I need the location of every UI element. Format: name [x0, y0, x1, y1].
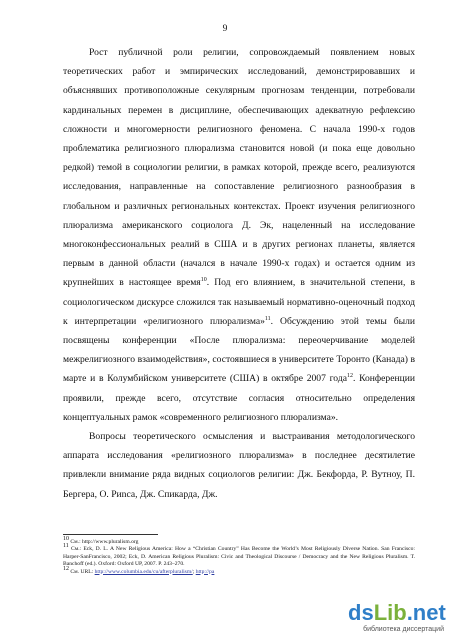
logo-part-lib: Lib [373, 600, 407, 625]
paragraph-1-text-a: Рост публичной роли религии, сопровождаемый появлением новых теоретических работ и эмпирических исследований, демонстрировавших и объяснявших противоположные секулярным прогнозам тенденции, потребовали кардинальных перемен в дисциплине, обеспечивающих адекватную рефлексию сложности и многомерности религиозного феномена. С начала 1990-х годов проблематика религиозного плюрализма становится новой (и пока еще довольно редкой) темой в социологии религии, в рамках которой, прежде всего, реализуются исследования, направленные на сопоставление религиозного разнообразия в глобальном и различных региональных контекстах. Проект изучения религиозного плюрализма американского социолога Д. Эк, нацеленный на исследование многоконфессиональных реалий в США и в других регионах планеты, является первым в данной области (начался в начале 1990-х годах) и остается одним из крупнейших в настоящее время [63, 47, 415, 289]
dslib-logo [348, 601, 444, 625]
footnote-11-text: См.: Eck, D. L. A New Religious America: How a “Christian Country” Has Become the World’s Most Religiously Diverse Nation. San Francisco: Harper-SanFrancisco, 2002; Eck, D. American Religious Pluralism: Civic and Theological Discourse / Democracy and the New Religious Pluralism. T. Banchoff (ed.). Oxford: Oxford UP, 2007. P. 243–270. [63, 546, 415, 568]
paragraph-1 [63, 43, 415, 427]
footnote-number-12: 12 [63, 565, 69, 572]
paragraph-1-text-b: . Под его влиянием, в значительной степени, в социологическом дискурсе сложился так называемый нормативно-оценочный подход к интерпретации «религиозного плюрализма» [63, 277, 415, 327]
page-number: 9 [222, 24, 228, 34]
body-text [63, 43, 415, 504]
logo-part-net: .net [406, 600, 446, 625]
footnote-11 [63, 543, 415, 568]
footnote-12-link-columbia[interactable]: http://www.columbia.edu/cu/afterpluralism/ [94, 568, 193, 575]
footnote-12-text: См. URL: [69, 568, 95, 575]
watermark-dslib [348, 601, 444, 635]
paragraph-2: Вопросы теоретического осмысления и выстраивания методологического аппарата исследования «религиозного плюрализма» в последнее десятилетие привлекли внимание ряда видных социологов религии: Дж. Бекфорда, Р. Вутноу, П. Бергера, О. Риnса, Дж. Спикарда, Дж. [63, 431, 415, 500]
logo-part-ds: ds [348, 600, 374, 625]
footnotes [63, 536, 415, 576]
footnote-ref-12[interactable]: 12 [346, 373, 353, 380]
paragraph-1-text-c: . Обсуждению этой темы были посвящены конференции «После плюрализма: переочерчивание моделей межрелигиозного взаимодействия», состоявшиеся в университете Торонто (Канада) в марте и в Колумбийском университете (США) в октябре 2007 года [63, 315, 415, 385]
footnote-number-10: 10 [63, 536, 69, 543]
footnote-number-11: 11 [63, 543, 69, 550]
footnote-ref-11[interactable]: 11 [264, 315, 271, 322]
footnote-ref-10[interactable]: 10 [200, 277, 207, 284]
footnote-divider [63, 534, 158, 535]
footnote-12-link-truncated[interactable]: http://pa [195, 568, 215, 575]
dslib-subtitle: библиотека диссертаций [363, 626, 444, 633]
footnote-12 [63, 565, 415, 576]
footnote-10-text: См.: http://www.pluralism.org [69, 539, 139, 545]
footnote-12-separator: ; [192, 568, 196, 575]
paragraph-1-text-d: . Конференции проявили, прежде всего, отсутствие согласия относительно определения концептуальных рамок «современного религиозного плюрализма». [63, 373, 415, 423]
